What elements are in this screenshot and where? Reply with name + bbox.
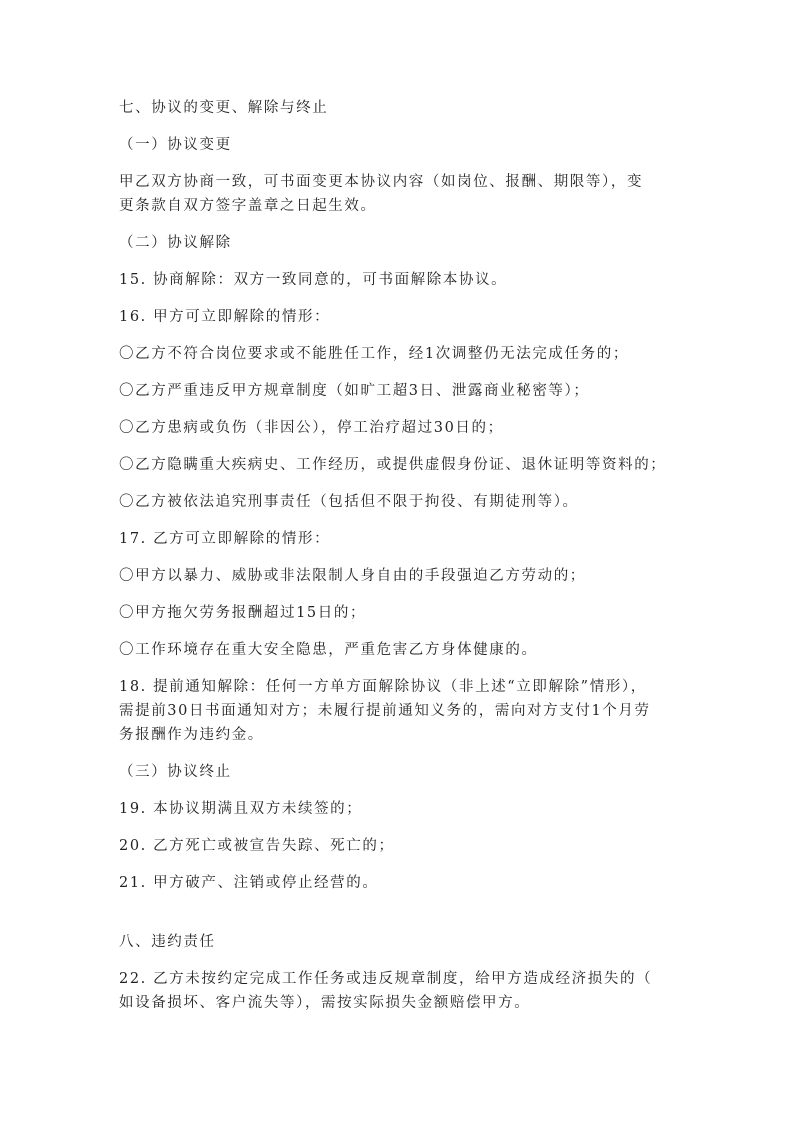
item16-bullet-2: 〇乙方严重违反甲方规章制度（如旷工超3日、泄露商业秘密等）； xyxy=(119,383,590,399)
item16-bullet-1: 〇乙方不符合岗位要求或不能胜任工作，经1次调整仍无法完成任务的； xyxy=(119,346,629,362)
item17-bullet-3: 〇工作环境存在重大安全隐患，严重危害乙方身体健康的。 xyxy=(119,642,538,658)
item-21: 21. 甲方破产、注销或停止经营的。 xyxy=(119,875,379,891)
item22-line-2: 如设备损坏、客户流失等），需按实际损失金额赔偿甲方。 xyxy=(119,995,531,1011)
item16-bullet-4: 〇乙方隐瞒重大疾病史、工作经历，或提供虚假身份证、退休证明等资料的； xyxy=(119,457,667,473)
item16-bullet-3: 〇乙方患病或负伤（非因公），停工治疗超过30日的； xyxy=(119,420,504,436)
section8-heading: 八、违约责任 xyxy=(119,934,216,950)
item-15: 15. 协商解除：双方一致同意的，可书面解除本协议。 xyxy=(119,272,508,288)
item-17: 17. 乙方可立即解除的情形： xyxy=(119,531,331,547)
item22-line-1: 22. 乙方未按约定完成工作任务或违反规章制度，给甲方造成经济损失的（ xyxy=(119,971,653,987)
item-18-paragraph xyxy=(119,675,689,747)
sub1-text-line-2: 更条款自双方签字盖章之日起生效。 xyxy=(119,198,377,214)
sub3-heading: （三）协议终止 xyxy=(119,764,232,780)
item18-line-1: 18. 提前通知解除：任何一方单方面解除协议（非上述“立即解除”情形）， xyxy=(119,679,647,695)
item-22-paragraph xyxy=(119,967,689,1015)
item17-bullet-2: 〇甲方拖欠劳务报酬超过15日的； xyxy=(119,605,367,621)
item18-line-3: 务报酬作为违约金。 xyxy=(119,727,264,743)
section7-heading: 七、协议的变更、解除与终止 xyxy=(119,100,329,116)
sub1-paragraph xyxy=(119,170,689,218)
item-19: 19. 本协议期满且双方未续签的； xyxy=(119,801,363,817)
item17-bullet-1: 〇甲方以暴力、威胁或非法限制人身自由的手段强迫乙方劳动的； xyxy=(119,568,586,584)
item-16: 16. 甲方可立即解除的情形： xyxy=(119,309,331,325)
item16-bullet-5: 〇乙方被依法追究刑事责任（包括但不限于拘役、有期徒刑等）。 xyxy=(119,494,579,510)
item-20: 20. 乙方死亡或被宣告失踪、死亡的； xyxy=(119,838,395,854)
sub2-heading: （二）协议解除 xyxy=(119,235,232,251)
document-page xyxy=(119,96,689,1015)
sub1-text-line-1: 甲乙双方协商一致，可书面变更本协议内容（如岗位、报酬、期限等），变 xyxy=(119,174,644,190)
sub1-heading: （一）协议变更 xyxy=(119,137,232,153)
item18-line-2: 需提前30日书面通知对方；未履行提前通知义务的，需向对方支付1个月劳 xyxy=(119,703,651,719)
